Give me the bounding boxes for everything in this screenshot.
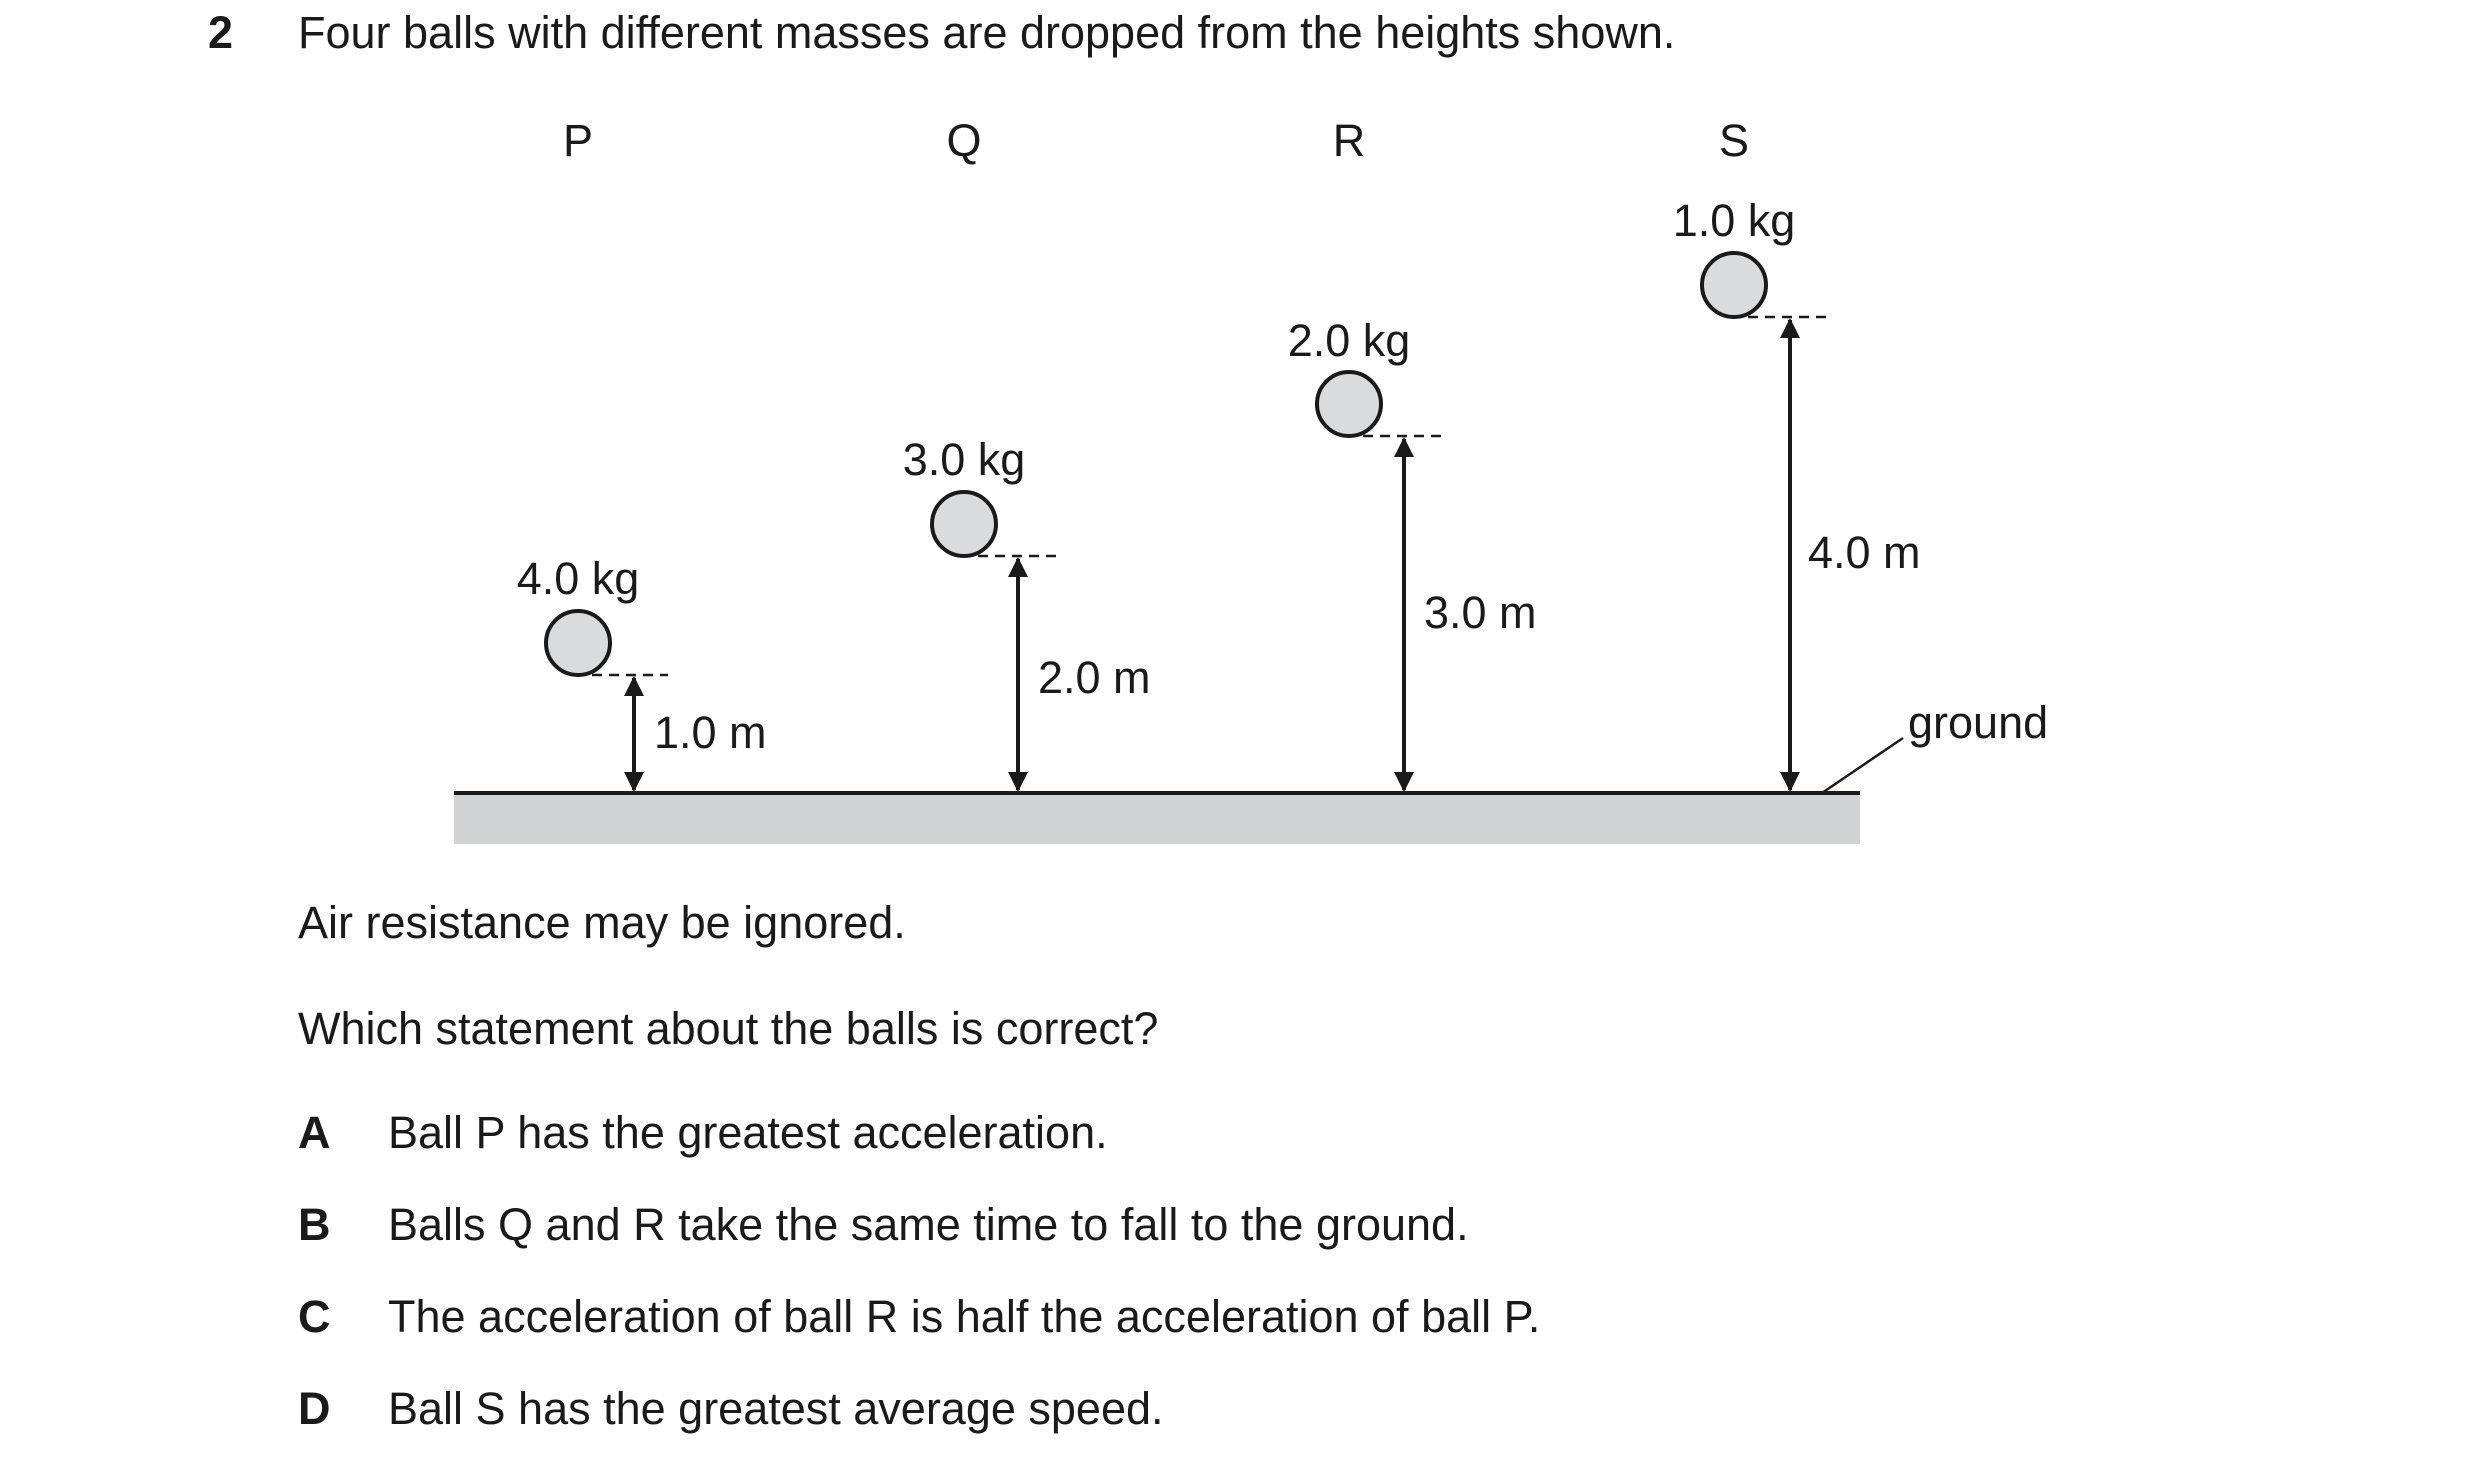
ball-r-group [1288,115,1537,790]
ball-s-height: 4.0 m [1808,527,1921,578]
option-b-letter: B [298,1199,331,1250]
ball-r-height: 3.0 m [1424,587,1537,638]
option-b[interactable] [298,1199,1469,1250]
ball-q-label: Q [946,115,982,166]
ground-leader-line [1822,738,1903,793]
option-d[interactable] [298,1383,1164,1434]
ball-s [1702,253,1766,317]
air-resistance-note: Air resistance may be ignored. [298,897,906,948]
option-c-text: The acceleration of ball R is half the acceleration of ball P. [388,1291,1541,1342]
option-a-letter: A [298,1107,331,1158]
ball-q-group [903,115,1151,790]
ball-q [932,492,996,556]
option-b-text: Balls Q and R take the same time to fall to the ground. [388,1199,1469,1250]
ball-r [1317,372,1381,436]
ball-p-height: 1.0 m [654,707,767,758]
ground-slab [454,793,1860,844]
ball-p-mass: 4.0 kg [516,553,640,604]
ball-p-group [517,115,767,790]
ball-p-label: P [562,115,594,166]
ball-r-mass: 2.0 kg [1287,315,1411,366]
option-d-letter: D [298,1383,331,1434]
question-prompt: Four balls with different masses are dropped from the heights shown. [298,7,1676,58]
option-a[interactable] [298,1107,1108,1158]
ball-q-mass: 3.0 kg [902,434,1026,485]
ball-p [546,611,610,675]
ground-label: ground [1908,697,2049,748]
ball-q-height: 2.0 m [1038,652,1151,703]
ball-r-label: R [1332,115,1366,166]
option-c[interactable] [298,1291,1541,1342]
option-c-letter: C [298,1291,331,1342]
question-stem: Which statement about the balls is correct? [298,1003,1159,1054]
ball-s-label: S [1718,115,1750,166]
ball-s-mass: 1.0 kg [1672,195,1796,246]
option-d-text: Ball S has the greatest average speed. [388,1383,1164,1434]
question-number: 2 [208,7,234,58]
ball-s-group [1673,115,1921,790]
option-a-text: Ball P has the greatest acceleration. [388,1107,1108,1158]
